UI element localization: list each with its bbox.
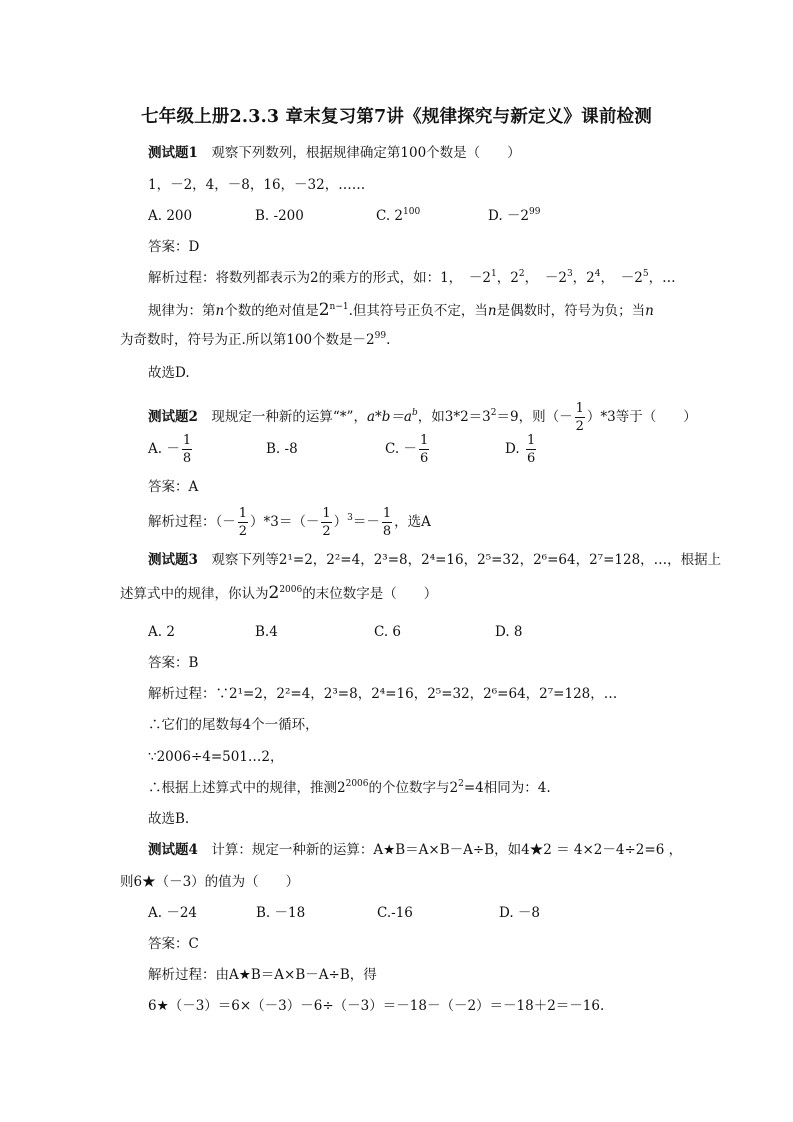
question-2-stem: 测试题2 现规定一种新的运算“*”，$a*b=a^b$，如$3*2=3^2=9$，则（－ $\frac{1}{2}$ ）*3等于（ ） [148, 401, 697, 434]
question-3-explanation-4: ∴根据上述算式中的规律，推测$2^{2006}$的个位数字与$2^2=4$相同为：4. [148, 779, 551, 796]
question-1-option-a: A. 200 [148, 208, 193, 224]
question-2-answer: 答案：A [148, 479, 199, 495]
question-1-option-c: C. $2^{100}$ [376, 207, 421, 224]
question-1-label: 测试题1 [148, 145, 198, 161]
question-4-explanation-1: 解析过程：由A★B＝A×B－A÷B，得 [148, 967, 377, 983]
question-3-explanation-2: ∴它们的尾数每4个一循环， [148, 717, 319, 733]
question-3-option-b: B.4 [255, 624, 278, 640]
question-1-explanation-1: 解析过程：将数列都表示为2的乘方的形式，如：1， $-2^1$，$2^2$， $-2^3$，$2^4$， $-2^5$，… [148, 269, 676, 286]
question-4-stem: 测试题4 计算：规定一种新的运算：A★B＝A×B－A÷B，如4★2 ＝ 4×2－4÷2=6 ， [148, 842, 683, 858]
question-4-stem-2: 则6★（－3）的值为（ ） [120, 874, 300, 890]
question-4-answer: 答案：C [148, 936, 199, 952]
question-4-explanation-2: 6★（－3）＝6×（－3）－6÷（－3）＝－18－（－2）＝－18＋2＝－16. [148, 998, 605, 1014]
question-2-option-d: D. $\frac{1}{6}$ [505, 433, 536, 466]
question-1-explanation-3: 为奇数时，符号为正.所以第100个数是$-2^{99}$. [120, 331, 391, 348]
question-3-final: 故选B. [148, 811, 190, 827]
question-3-answer: 答案：B [148, 655, 199, 671]
question-1-sequence: 1，－2，4，－8，16，－32，…… [148, 177, 366, 193]
question-2-explanation: 解析过程：（－ $\frac{1}{2}$ ）*3＝（－ $\frac{1}{2}$ ）$^3$＝－ $\frac{1}{8}$ ，选A [148, 506, 431, 539]
question-2-option-c: C. － $\frac{1}{6}$ [385, 433, 429, 466]
question-3-option-d: D. 8 [495, 624, 523, 640]
question-1-final: 故选D. [148, 365, 190, 381]
question-3-explanation-3: ∵2006÷4=501…2， [148, 749, 284, 765]
question-3-label: 测试题3 [148, 552, 198, 568]
question-4-option-d: D. －8 [499, 905, 541, 921]
question-3-explanation-1: 解析过程：∵2¹=2，2²=4，2³=8，2⁴=16，2⁵=32，2⁶=64，2⁷=128，… [148, 686, 618, 702]
question-4-option-b: B. －18 [256, 905, 306, 921]
question-4-label: 测试题4 [148, 842, 198, 858]
document-title: 七年级上册2.3.3 章末复习第7讲《规律探究与新定义》课前检测 [141, 107, 652, 127]
question-1-explanation-2: 规律为：第n个数的绝对值是$2^{n-1}$.但其符号正负不定，当n是偶数时，符号为负；当n [148, 300, 654, 320]
question-2-option-a: A. － $\frac{1}{8}$ [148, 433, 192, 466]
question-1-option-b: B. -200 [255, 208, 304, 224]
question-3-stem-2: 述算式中的规律，你认为$2^{2006}$的末位数字是（ ） [120, 583, 438, 603]
question-4-option-a: A. －24 [148, 905, 198, 921]
question-1-answer: 答案：D [148, 239, 200, 255]
question-4-option-c: C.-16 [377, 905, 413, 921]
question-3-option-a: A. 2 [148, 624, 175, 640]
question-2-option-b: B. -8 [266, 441, 298, 457]
question-3-option-c: C. 6 [374, 624, 402, 640]
question-3-stem: 测试题3 观察下列等2¹=2，2²=4，2³=8，2⁴=16，2⁵=32，2⁶=64，2⁷=128，…，根据上 [148, 552, 722, 568]
question-2-label: 测试题2 [148, 409, 198, 425]
question-1-option-d: D. $-2^{99}$ [488, 207, 541, 224]
question-1-stem: 测试题1 观察下列数列，根据规律确定第100个数是（ ） [148, 145, 521, 161]
